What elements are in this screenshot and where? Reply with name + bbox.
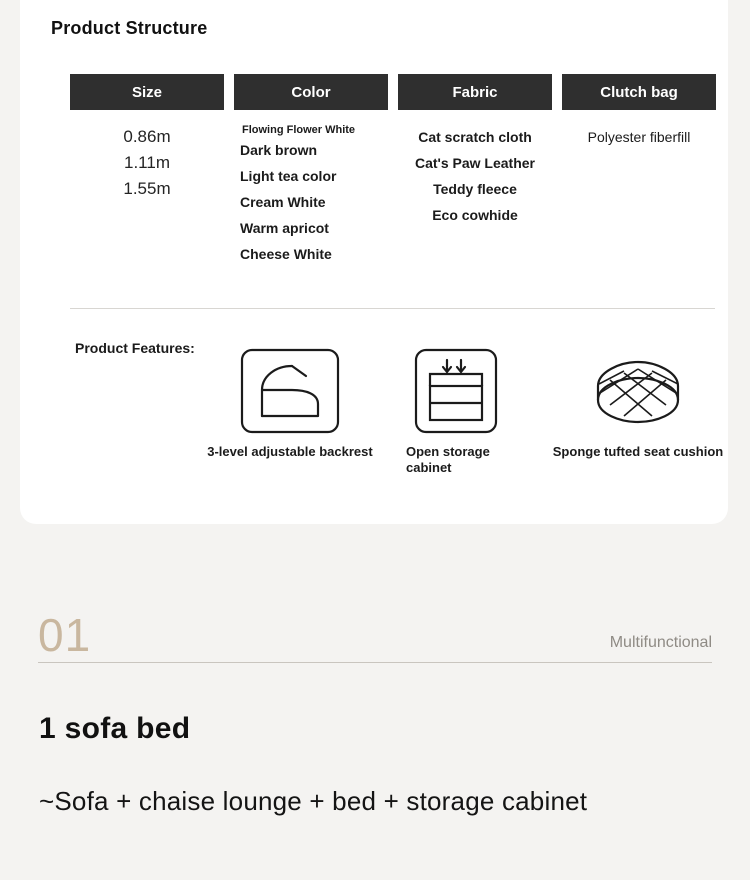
feature-item <box>544 346 732 460</box>
tufted-cushion-icon <box>590 346 686 436</box>
spec-column-header: Size <box>70 74 224 110</box>
feature-caption: 3-level adjustable backrest <box>207 444 373 459</box>
section-tag: Multifunctional <box>609 634 712 651</box>
spec-column-clutch-bag <box>562 74 716 267</box>
spec-column-fabric <box>398 74 552 267</box>
list-item: 1.55m <box>123 179 171 198</box>
section-divider <box>38 662 712 663</box>
spec-column-values <box>234 124 388 267</box>
spec-columns <box>70 74 716 267</box>
divider <box>70 308 715 309</box>
list-item: Cream White <box>240 194 326 210</box>
feature-caption: Sponge tufted seat cushion <box>552 444 724 459</box>
list-item: Warm apricot <box>240 220 329 236</box>
feature-item <box>198 346 382 460</box>
page-title: Product Structure <box>51 18 208 38</box>
list-item: 0.86m <box>123 127 171 146</box>
list-item: Eco cowhide <box>432 207 518 223</box>
spec-column-header: Clutch bag <box>562 74 716 110</box>
list-item: Polyester fiberfill <box>587 129 691 145</box>
list-item: Dark brown <box>240 142 318 158</box>
spec-column-header: Fabric <box>398 74 552 110</box>
list-item: Flowing Flower White <box>242 124 356 136</box>
list-item: Cat scratch cloth <box>418 129 532 145</box>
list-item: 1.11m <box>124 153 170 172</box>
spec-column-values <box>398 124 552 228</box>
section-heading: 1 sofa bed <box>39 712 191 745</box>
list-item: Cat's Paw Leather <box>414 155 536 171</box>
spec-column-size <box>70 74 224 267</box>
feature-item <box>406 346 518 476</box>
adjustable-backrest-icon <box>240 346 340 436</box>
spec-column-values <box>70 124 224 202</box>
product-structure-card <box>20 0 728 524</box>
spec-column-values <box>562 124 716 150</box>
list-item: Teddy fleece <box>433 181 517 197</box>
list-item: Light tea color <box>240 168 337 184</box>
open-storage-cabinet-icon <box>414 346 498 436</box>
list-item: Cheese White <box>240 246 332 262</box>
product-features-label: Product Features: <box>75 340 195 356</box>
feature-caption: Open storage cabinet <box>406 444 490 475</box>
spec-column-header: Color <box>234 74 388 110</box>
spec-column-color <box>234 74 388 267</box>
section-number: 01 <box>38 609 92 661</box>
section-subheading: ~Sofa + chaise lounge + bed + storage cabinet <box>39 786 588 816</box>
